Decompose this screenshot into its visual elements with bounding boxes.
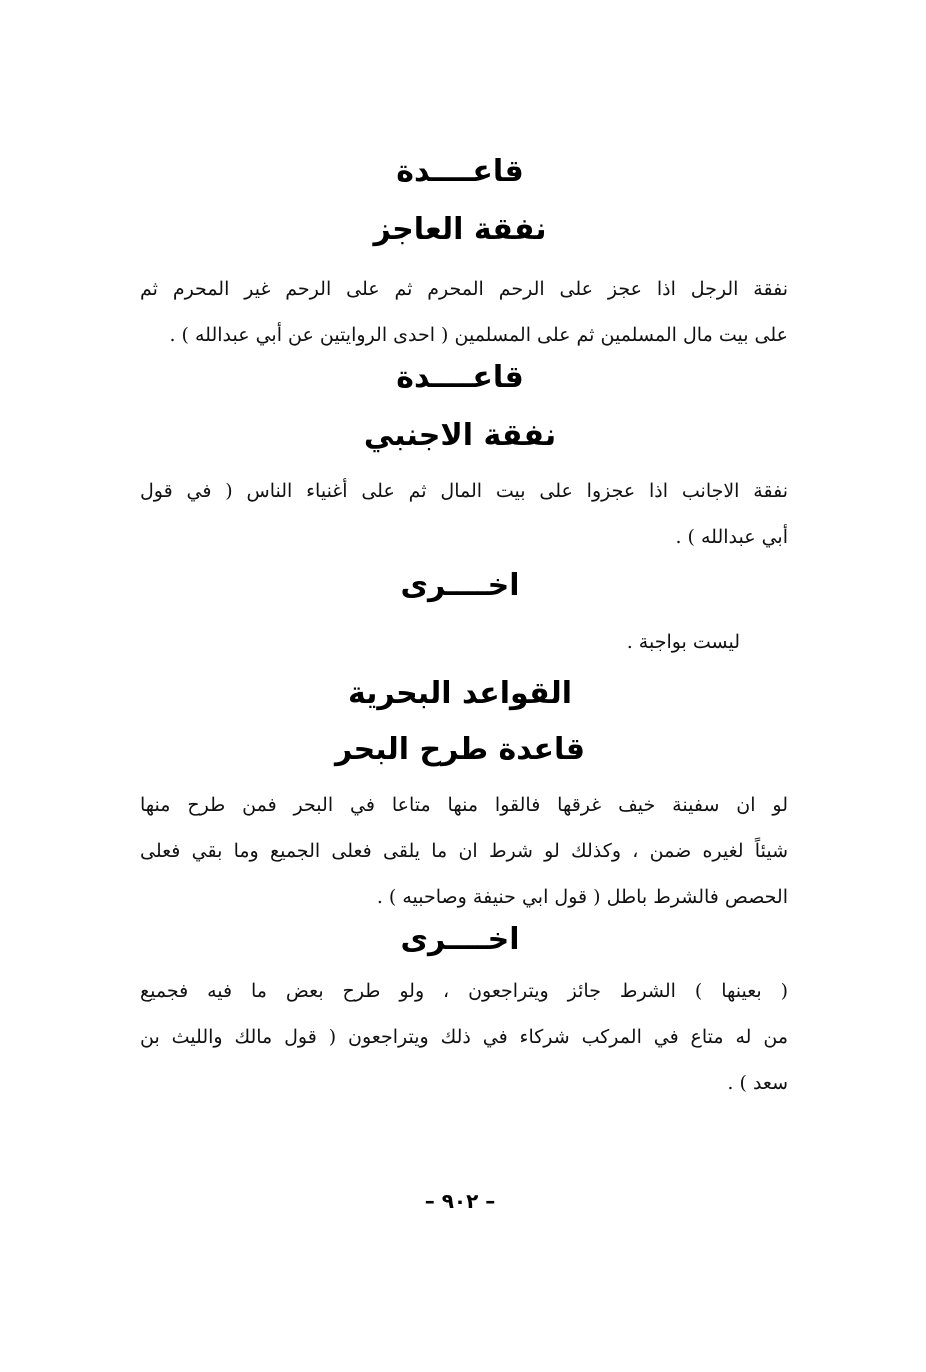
paragraph-line: شيئاً لغيره ضمن ، وكذلك لو شرط ان ما يلقى فعلى الجميع وما بقي فعلى [140, 840, 788, 862]
paragraph-line: ( بعينها ) الشرط جائز ويتراجعون ، ولو طرح بعض ما فيه فجميع [140, 980, 788, 1002]
page-number: – ٩٠٢ – [424, 1189, 496, 1213]
section-heading-rule: قاعــــدة [396, 360, 524, 395]
paragraph-line: سعد ) . [727, 1072, 788, 1094]
paragraph-nafaqat-al-ajnabi [140, 468, 788, 560]
paragraph-jettison-other [140, 968, 788, 1106]
section-heading-other: اخــــرى [400, 922, 520, 957]
paragraph-jettison [140, 782, 788, 920]
paragraph-line: على بيت مال المسلمين ثم على المسلمين ( احدى الروايتين عن أبي عبدالله ) . [169, 324, 788, 346]
paragraph-laysat-bi-wajiba: ليست بواجبة . [626, 631, 740, 653]
section-title-nafaqat-al-ajnabi: نفقة الاجنبي [363, 418, 557, 453]
paragraph-line: نفقة الاجانب اذا عجزوا على بيت المال ثم على أغنياء الناس ( في قول [140, 480, 788, 502]
paragraph-line: نفقة الرجل اذا عجز على الرحم المحرم ثم على الرحم غير المحرم ثم [140, 278, 788, 300]
paragraph-line: من له متاع في المركب شركاء في ذلك ويتراجعون ( قول مالك والليث بن [140, 1026, 788, 1048]
section-title-nafaqat-al-ajiz: نفقة العاجز [373, 212, 547, 247]
paragraph-line: لو ان سفينة خيف غرقها فالقوا منها متاعا في البحر فمن طرح منها [140, 794, 788, 816]
paragraph-line: الحصص فالشرط باطل ( قول ابي حنيفة وصاحبيه ) . [376, 886, 788, 908]
paragraph-nafaqat-al-ajiz [140, 266, 788, 358]
paragraph-line: أبي عبدالله ) . [675, 526, 788, 548]
section-title-jettison-rule: قاعدة طرح البحر [335, 732, 585, 767]
section-heading-rule: قاعــــدة [396, 154, 524, 189]
section-heading-other: اخــــرى [400, 568, 520, 603]
section-title-maritime-rules: القواعد البحرية [347, 676, 573, 711]
